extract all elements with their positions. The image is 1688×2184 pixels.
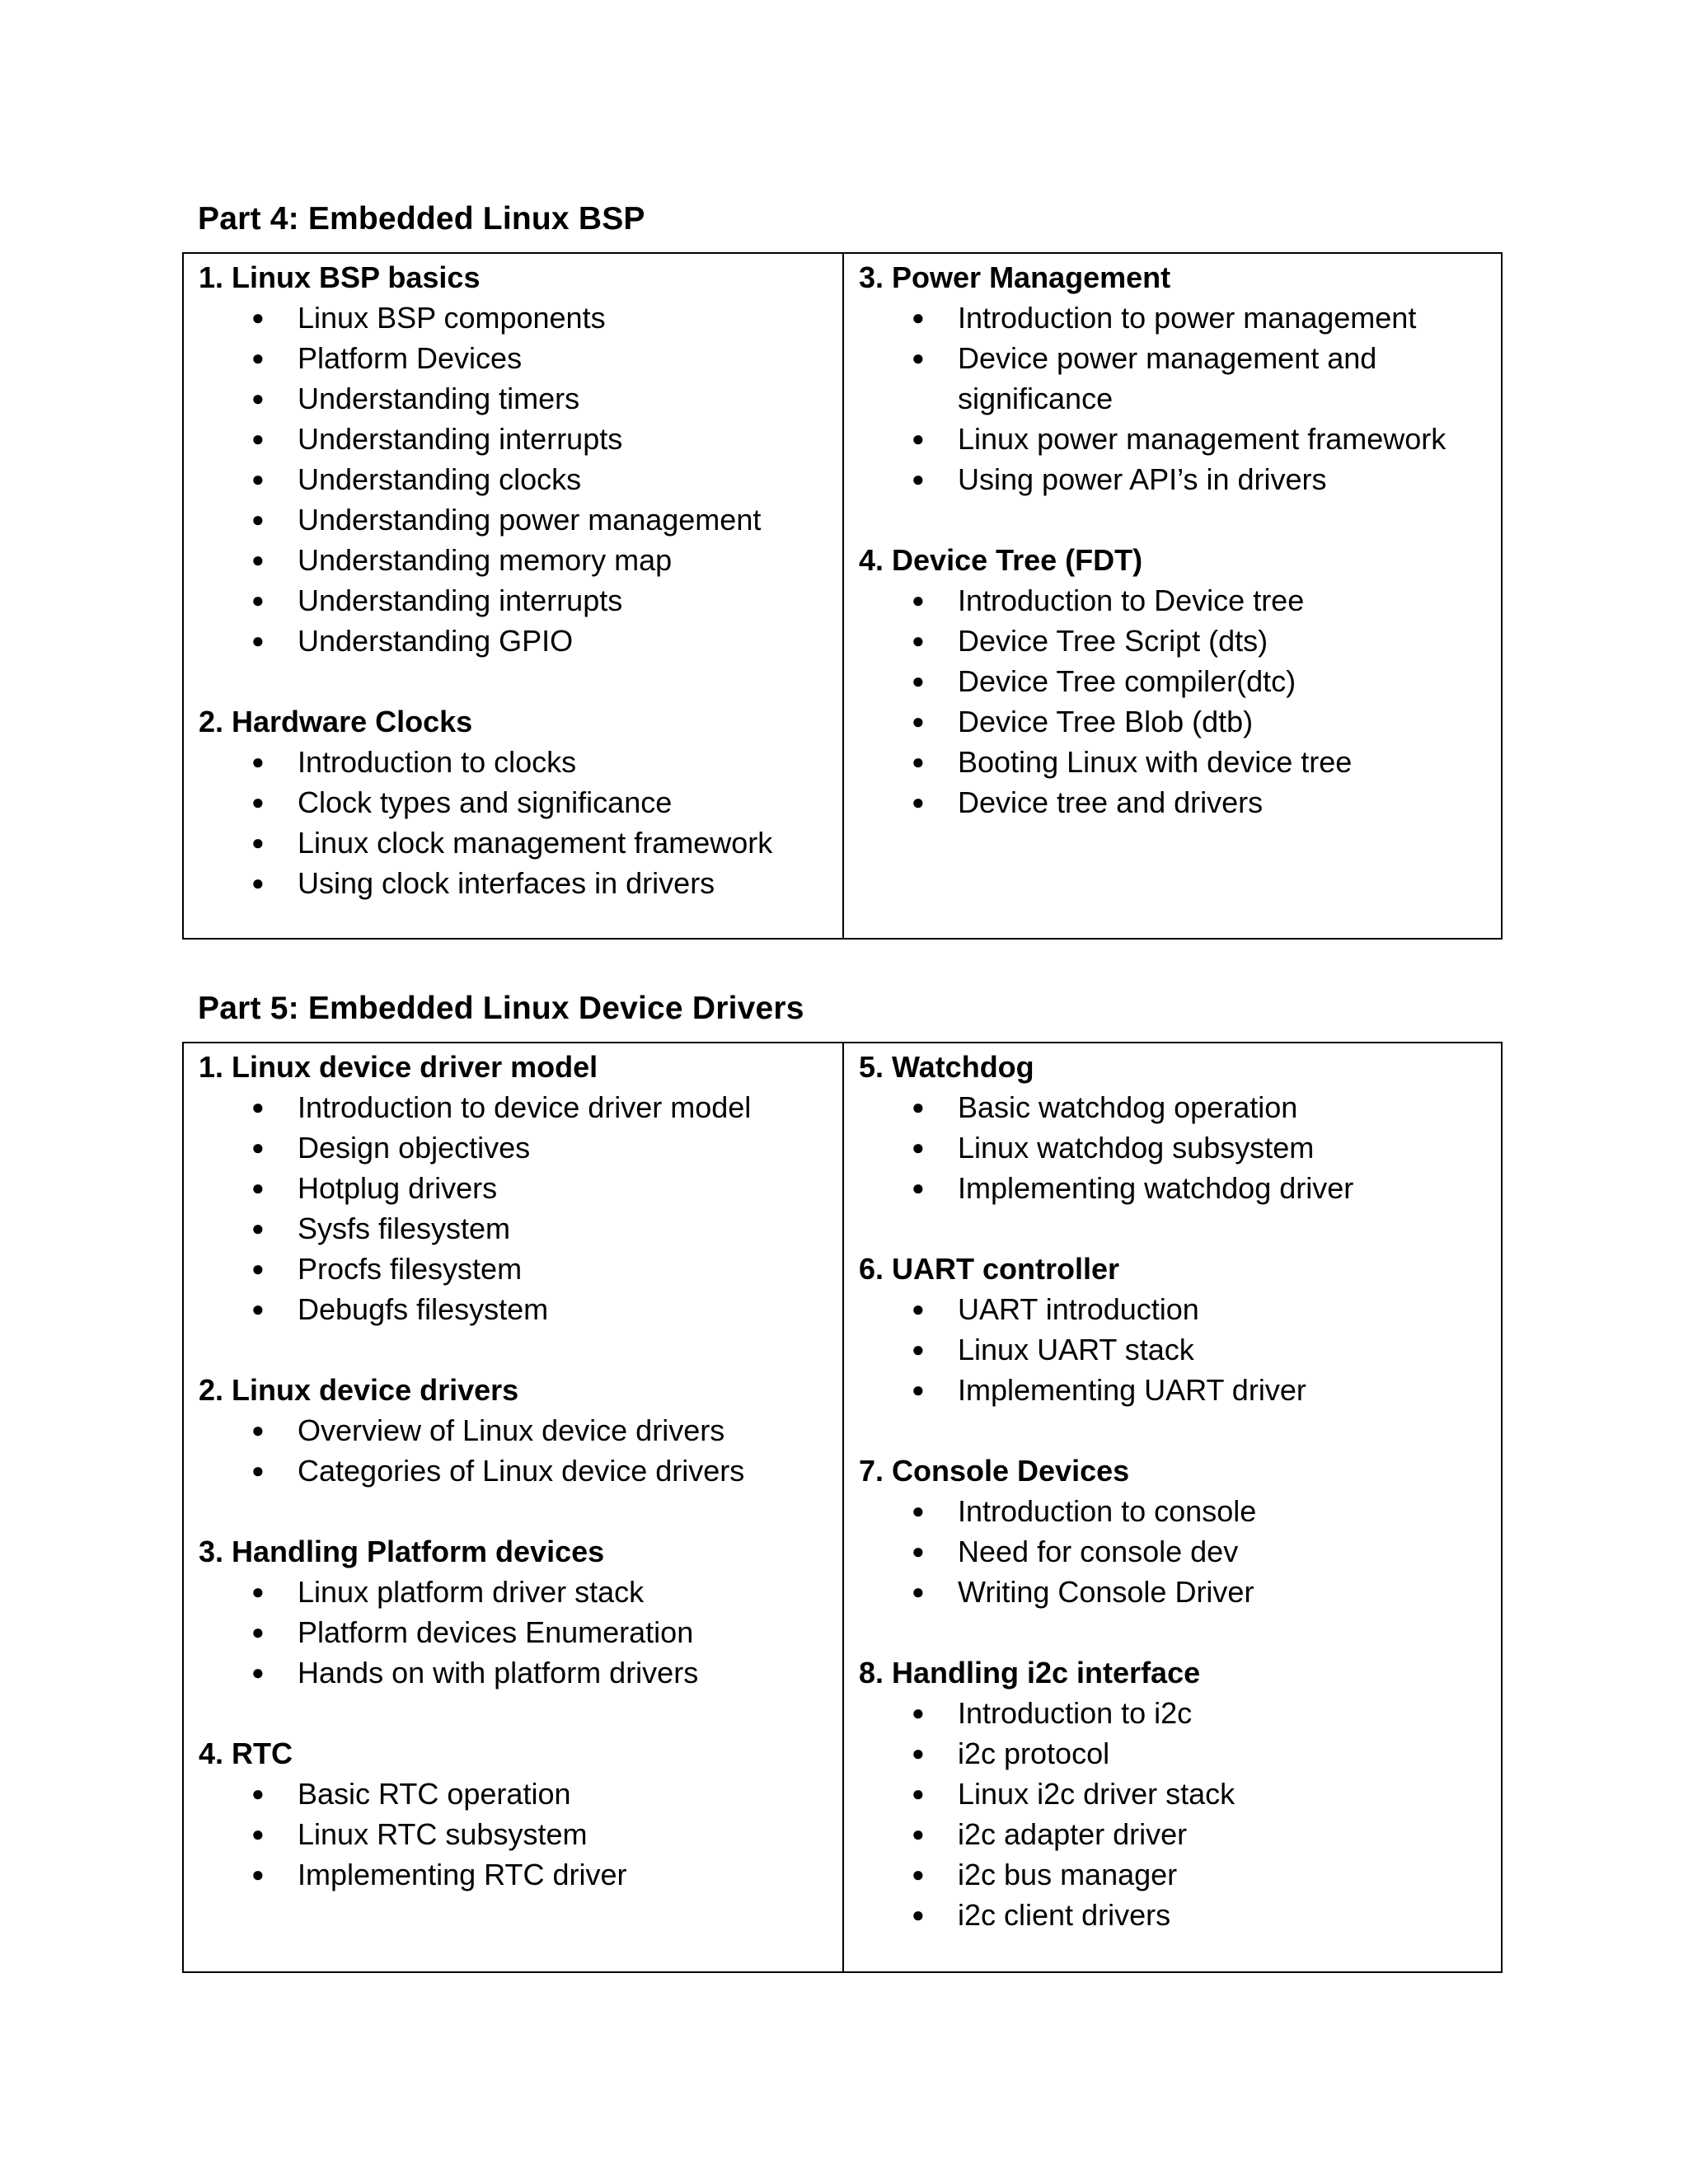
topic-text: Introduction to i2c <box>958 1696 1193 1730</box>
topic-item <box>912 1491 1501 1531</box>
topic-item <box>251 1652 842 1693</box>
bullet-icon: ● <box>251 547 265 572</box>
topic-text: Introduction to clocks <box>298 745 577 779</box>
topic-item <box>912 1531 1501 1572</box>
bullet-icon: ● <box>251 507 265 532</box>
topic-text: i2c protocol <box>958 1736 1110 1770</box>
bullet-icon: ● <box>912 345 925 370</box>
bullet-icon: ● <box>912 709 925 733</box>
section-title: 4. Device Tree (FDT) <box>859 543 1143 577</box>
bullet-icon: ● <box>912 1135 925 1160</box>
topic-text: Implementing watchdog driver <box>958 1171 1354 1205</box>
topic-text: Platform Devices <box>298 341 523 375</box>
topic-item <box>251 1087 842 1127</box>
topic-text: Device Tree Script (dts) <box>958 624 1268 658</box>
topic-item <box>251 298 842 338</box>
bullet-icon: ● <box>251 466 265 491</box>
topic-list <box>199 1572 842 1693</box>
topic-item <box>251 499 842 540</box>
bullet-icon: ● <box>912 466 925 491</box>
topic-text: Linux i2c driver stack <box>958 1777 1236 1811</box>
topic-text: Categories of Linux device drivers <box>298 1454 745 1488</box>
part-5-title: Part 5: Embedded Linux Device Drivers <box>198 991 804 1026</box>
course-section <box>199 1047 842 1329</box>
topic-item <box>251 1168 842 1208</box>
topic-text: Device Tree compiler(dtc) <box>958 664 1296 698</box>
topic-text: Need for console dev <box>958 1535 1239 1568</box>
topic-item <box>251 338 842 378</box>
bullet-icon: ● <box>251 1216 265 1240</box>
topic-item <box>251 1612 842 1652</box>
topic-item <box>912 1289 1501 1329</box>
topic-text: Debugfs filesystem <box>298 1292 549 1326</box>
part-5-table <box>182 1042 1503 1973</box>
topic-text: Understanding timers <box>298 382 580 415</box>
course-section <box>199 701 842 903</box>
topic-item <box>912 1733 1501 1774</box>
topic-text: Procfs filesystem <box>298 1252 523 1286</box>
topic-text: Linux watchdog subsystem <box>958 1131 1315 1165</box>
topic-text: Platform devices Enumeration <box>298 1615 694 1649</box>
bullet-icon: ● <box>251 345 265 370</box>
topic-item <box>251 782 842 823</box>
topic-text: Using power API’s in drivers <box>958 462 1327 496</box>
topic-text: Clock types and significance <box>298 785 673 819</box>
topic-text: Introduction to console <box>958 1494 1257 1528</box>
topic-item <box>251 1208 842 1249</box>
topic-text: Introduction to power management <box>958 301 1417 335</box>
topic-item <box>912 338 1501 419</box>
topic-list <box>859 1087 1501 1208</box>
topic-text: Understanding clocks <box>298 462 582 496</box>
topic-text: Understanding power management <box>298 503 762 537</box>
topic-item <box>251 580 842 621</box>
bullet-icon: ● <box>251 1256 265 1281</box>
bullet-icon: ● <box>912 749 925 774</box>
topic-item <box>251 540 842 580</box>
topic-item <box>251 1854 842 1895</box>
bullet-icon: ● <box>912 668 925 693</box>
topic-item <box>912 298 1501 338</box>
topic-text: Understanding memory map <box>298 543 673 577</box>
topic-item <box>912 621 1501 661</box>
bullet-icon: ● <box>912 1539 925 1563</box>
topic-text: Understanding GPIO <box>298 624 574 658</box>
bullet-icon: ● <box>912 1579 925 1604</box>
topic-item <box>251 1814 842 1854</box>
topic-text: Understanding interrupts <box>298 422 623 456</box>
topic-item <box>251 1249 842 1289</box>
topic-text: Introduction to Device tree <box>958 583 1305 617</box>
topic-item <box>251 1572 842 1612</box>
topic-text: Implementing RTC driver <box>298 1858 627 1891</box>
bullet-icon: ● <box>251 1458 265 1483</box>
bullet-icon: ● <box>251 628 265 653</box>
bullet-icon: ● <box>912 1741 925 1765</box>
topic-item <box>912 419 1501 459</box>
bullet-icon: ● <box>912 1862 925 1886</box>
course-section <box>199 257 842 661</box>
bullet-icon: ● <box>251 870 265 895</box>
section-title: 5. Watchdog <box>859 1050 1034 1084</box>
section-title: 7. Console Devices <box>859 1454 1130 1488</box>
topic-item <box>251 621 842 661</box>
bullet-icon: ● <box>912 1821 925 1846</box>
bullet-icon: ● <box>251 588 265 612</box>
topic-text: Understanding interrupts <box>298 583 623 617</box>
topic-text: Basic RTC operation <box>298 1777 571 1811</box>
bullet-icon: ● <box>251 1094 265 1119</box>
topic-text: Overview of Linux device drivers <box>298 1413 725 1447</box>
part-4-title: Part 4: Embedded Linux BSP <box>198 201 645 237</box>
topic-item <box>912 782 1501 823</box>
bullet-icon: ● <box>912 1781 925 1806</box>
bullet-icon: ● <box>912 1498 925 1523</box>
part-4-table <box>182 252 1503 940</box>
topic-text: Hands on with platform drivers <box>298 1656 699 1690</box>
course-section <box>859 1047 1501 1208</box>
topic-item <box>912 1127 1501 1168</box>
topic-item <box>251 1410 842 1451</box>
topic-list <box>859 298 1501 499</box>
bullet-icon: ● <box>251 386 265 410</box>
bullet-icon: ● <box>912 790 925 814</box>
topic-list <box>859 1491 1501 1612</box>
course-section <box>859 1451 1501 1612</box>
topic-text: Linux BSP components <box>298 301 606 335</box>
section-title: 8. Handling i2c interface <box>859 1656 1201 1690</box>
topic-item <box>251 1451 842 1491</box>
bullet-icon: ● <box>912 305 925 330</box>
bullet-icon: ● <box>251 1781 265 1806</box>
topic-item <box>912 1693 1501 1733</box>
topic-item <box>912 1168 1501 1208</box>
topic-text: Writing Console Driver <box>958 1575 1254 1609</box>
topic-item <box>912 701 1501 742</box>
topic-text: i2c bus manager <box>958 1858 1178 1891</box>
course-section <box>859 1249 1501 1410</box>
bullet-icon: ● <box>912 1094 925 1119</box>
topic-text: Using clock interfaces in drivers <box>298 866 715 900</box>
part-4-left-column <box>184 254 842 938</box>
topic-item <box>251 378 842 419</box>
topic-text: Device Tree Blob (dtb) <box>958 705 1254 738</box>
topic-text: Linux UART stack <box>958 1333 1194 1366</box>
topic-text: Implementing UART driver <box>958 1373 1306 1407</box>
section-title: 4. RTC <box>199 1736 293 1770</box>
topic-text: Sysfs filesystem <box>298 1212 511 1245</box>
topic-text: i2c client drivers <box>958 1898 1171 1932</box>
topic-list <box>199 1410 842 1491</box>
bullet-icon: ● <box>251 1175 265 1200</box>
topic-item <box>251 1127 842 1168</box>
topic-item <box>912 1370 1501 1410</box>
bullet-icon: ● <box>251 305 265 330</box>
topic-item <box>251 742 842 782</box>
topic-list <box>199 298 842 661</box>
topic-list <box>859 1289 1501 1410</box>
topic-text: Linux RTC subsystem <box>298 1817 588 1851</box>
topic-text: Device power management and significance <box>958 341 1377 415</box>
topic-text: UART introduction <box>958 1292 1199 1326</box>
topic-item <box>251 1289 842 1329</box>
section-title: 3. Power Management <box>859 260 1171 294</box>
course-section <box>859 540 1501 823</box>
bullet-icon: ● <box>912 1902 925 1927</box>
bullet-icon: ● <box>251 1619 265 1644</box>
bullet-icon: ● <box>251 790 265 814</box>
topic-text: Device tree and drivers <box>958 785 1264 819</box>
topic-list <box>199 1774 842 1895</box>
topic-item <box>912 1854 1501 1895</box>
section-title: 3. Handling Platform devices <box>199 1535 605 1568</box>
topic-item <box>912 1087 1501 1127</box>
course-section <box>199 1733 842 1895</box>
bullet-icon: ● <box>912 588 925 612</box>
topic-list <box>859 580 1501 823</box>
topic-text: Linux clock management framework <box>298 826 773 860</box>
course-section <box>859 257 1501 499</box>
topic-text: Linux power management framework <box>958 422 1447 456</box>
section-title: 1. Linux device driver model <box>199 1050 598 1084</box>
topic-list <box>199 1087 842 1329</box>
topic-list <box>199 742 842 903</box>
topic-item <box>251 459 842 499</box>
topic-text: Basic watchdog operation <box>958 1090 1298 1124</box>
topic-item <box>912 661 1501 701</box>
topic-text: Design objectives <box>298 1131 531 1165</box>
topic-text: i2c adapter driver <box>958 1817 1188 1851</box>
topic-item <box>251 863 842 903</box>
topic-item <box>912 1329 1501 1370</box>
bullet-icon: ● <box>251 1135 265 1160</box>
topic-item <box>251 1774 842 1814</box>
topic-text: Linux platform driver stack <box>298 1575 645 1609</box>
topic-text: Introduction to device driver model <box>298 1090 752 1124</box>
bullet-icon: ● <box>251 1862 265 1886</box>
topic-item <box>912 1572 1501 1612</box>
bullet-icon: ● <box>912 1377 925 1402</box>
part-5-left-column <box>184 1043 842 1971</box>
section-title: 6. UART controller <box>859 1252 1120 1286</box>
section-title: 1. Linux BSP basics <box>199 260 481 294</box>
course-section <box>859 1652 1501 1935</box>
bullet-icon: ● <box>912 1700 925 1725</box>
part-4-right-column <box>842 254 1501 938</box>
bullet-icon: ● <box>251 1821 265 1846</box>
course-section <box>199 1531 842 1693</box>
bullet-icon: ● <box>251 830 265 855</box>
topic-text: Booting Linux with device tree <box>958 745 1353 779</box>
bullet-icon: ● <box>912 426 925 451</box>
bullet-icon: ● <box>251 1579 265 1604</box>
section-title: 2. Hardware Clocks <box>199 705 473 738</box>
bullet-icon: ● <box>251 1296 265 1321</box>
topic-item <box>912 580 1501 621</box>
section-title: 2. Linux device drivers <box>199 1373 519 1407</box>
topic-text: Hotplug drivers <box>298 1171 498 1205</box>
topic-item <box>251 419 842 459</box>
topic-item <box>251 823 842 863</box>
part-5-right-column <box>842 1043 1501 1971</box>
bullet-icon: ● <box>251 749 265 774</box>
bullet-icon: ● <box>912 1175 925 1200</box>
topic-item <box>912 459 1501 499</box>
bullet-icon: ● <box>912 1296 925 1321</box>
topic-item <box>912 742 1501 782</box>
bullet-icon: ● <box>251 1660 265 1685</box>
bullet-icon: ● <box>912 628 925 653</box>
course-section <box>199 1370 842 1491</box>
topic-list <box>859 1693 1501 1935</box>
topic-item <box>912 1814 1501 1854</box>
bullet-icon: ● <box>251 1418 265 1442</box>
topic-item <box>912 1895 1501 1935</box>
bullet-icon: ● <box>912 1337 925 1361</box>
topic-item <box>912 1774 1501 1814</box>
bullet-icon: ● <box>251 426 265 451</box>
